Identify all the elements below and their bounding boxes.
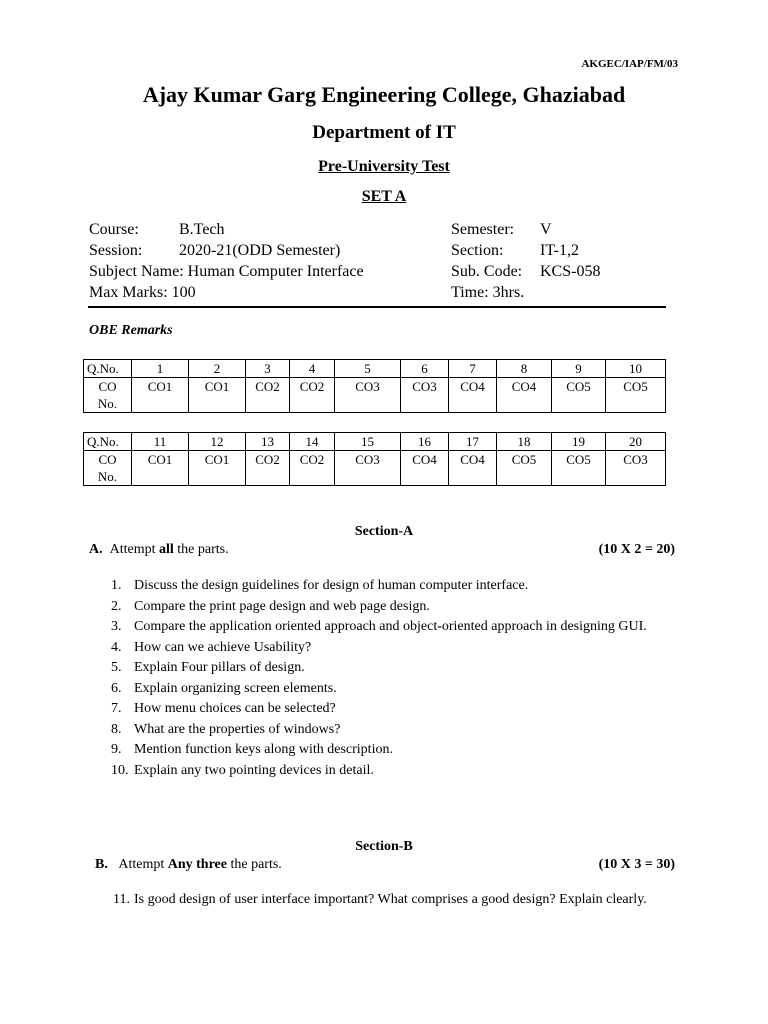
co-label-line1: CO: [98, 452, 117, 467]
co-cell: CO5: [552, 378, 606, 413]
subcode-value: KCS-058: [540, 263, 601, 280]
section-a-instr-pre: Attempt: [109, 542, 160, 557]
co-label-line2: No.: [97, 396, 118, 411]
qno-cell: 19: [552, 433, 606, 451]
section-label: Section:: [451, 242, 504, 259]
section-a-question-list: [111, 576, 678, 781]
question-text: Explain Four pillars of design.: [134, 660, 305, 675]
qno-cell: 15: [335, 433, 401, 451]
question-item: [111, 576, 678, 597]
question-text: Explain any two pointing devices in detail.: [134, 762, 374, 778]
co-cell: CO1: [189, 378, 246, 413]
co-cell: CO5: [606, 378, 666, 413]
co-row: [84, 378, 666, 413]
qno-cell: 10: [606, 360, 666, 378]
qno-label: Q.No.: [84, 433, 132, 451]
question-number: 6.: [111, 680, 122, 696]
qno-cell: 20: [606, 433, 666, 451]
question-item: [111, 761, 678, 782]
section-b-instr-post: the parts.: [226, 857, 282, 872]
qno-cell: 9: [552, 360, 606, 378]
co-cell: CO2: [246, 378, 290, 413]
obe-table-1: [83, 359, 666, 413]
co-cell: CO4: [401, 451, 449, 486]
section-b-instruction: [95, 857, 282, 873]
time: Time: 3hrs.: [451, 284, 525, 301]
max-marks: Max Marks: 100: [89, 284, 196, 301]
question-text: Is good design of user interface important? What comprises a good design? Explain clearly.: [134, 892, 647, 907]
qno-cell: 3: [246, 360, 290, 378]
qno-cell: 16: [401, 433, 449, 451]
college-title: Ajay Kumar Garg Engineering College, Ghaziabad: [142, 82, 626, 107]
question-number: 3.: [111, 619, 122, 634]
qno-row: [84, 360, 666, 378]
qno-cell: 13: [246, 433, 290, 451]
document-code: AKGEC/IAP/FM/03: [581, 58, 678, 70]
question-number: 11.: [113, 892, 130, 907]
question-number: 7.: [111, 701, 122, 716]
obe-remarks-title: OBE Remarks: [89, 323, 173, 338]
question-item: [111, 638, 678, 659]
section-a-instr-bold: all: [159, 542, 174, 557]
section-b-letter: B.: [95, 857, 108, 872]
question-number: 10.: [111, 762, 129, 778]
subject-name: Subject Name: Human Computer Interface: [89, 263, 364, 280]
question-number: 8.: [111, 721, 122, 737]
co-cell: CO1: [189, 451, 246, 486]
section-b-heading: Section-B: [355, 839, 413, 854]
semester-value: V: [540, 221, 552, 238]
co-cell: CO1: [132, 378, 189, 413]
co-cell: CO4: [449, 451, 497, 486]
co-cell: CO1: [132, 451, 189, 486]
co-cell: CO4: [449, 378, 497, 413]
section-b-instr-bold: Any three: [167, 857, 227, 872]
co-cell: CO3: [401, 378, 449, 413]
qno-row: [84, 433, 666, 451]
course-label: Course:: [89, 221, 139, 238]
header-divider: [88, 306, 666, 308]
test-title: Pre-University Test: [318, 158, 450, 175]
question-item: [111, 699, 678, 720]
question-text: Explain organizing screen elements.: [134, 680, 337, 696]
co-cell: CO2: [290, 451, 335, 486]
qno-cell: 2: [189, 360, 246, 378]
semester-label: Semester:: [451, 221, 515, 238]
section-a-letter: A.: [89, 542, 103, 557]
question-text: What are the properties of windows?: [134, 721, 341, 737]
session-value: 2020-21(ODD Semester): [179, 242, 341, 259]
question-item: [111, 720, 678, 741]
question-item: [111, 617, 678, 638]
question-number: 2.: [111, 598, 122, 614]
question-text: Mention function keys along with description.: [134, 742, 393, 757]
question-text: How menu choices can be selected?: [134, 701, 336, 716]
question-item: [111, 740, 678, 761]
co-cell: CO5: [497, 451, 552, 486]
qno-cell: 17: [449, 433, 497, 451]
qno-label: Q.No.: [84, 360, 132, 378]
section-value: IT-1,2: [540, 242, 579, 259]
qno-cell: 8: [497, 360, 552, 378]
qno-cell: 5: [335, 360, 401, 378]
qno-cell: 11: [132, 433, 189, 451]
section-b-instr-pre: Attempt: [118, 857, 168, 872]
co-row: [84, 451, 666, 486]
co-cell: CO3: [606, 451, 666, 486]
course-info-left: [89, 219, 364, 303]
course-info-right: [451, 219, 600, 303]
co-label: [84, 451, 132, 486]
qno-cell: 14: [290, 433, 335, 451]
set-label: SET A: [361, 188, 407, 205]
question-item: [111, 679, 678, 700]
question-number: 1.: [111, 578, 122, 593]
co-cell: CO3: [335, 451, 401, 486]
section-a-marks: (10 X 2 = 20): [598, 542, 675, 557]
question-item: [111, 658, 678, 679]
co-label: [84, 378, 132, 413]
co-cell: CO2: [290, 378, 335, 413]
department-title: Department of IT: [312, 122, 456, 143]
question-number: 9.: [111, 742, 122, 757]
question-text: Compare the application oriented approach and object-oriented approach in designing GUI.: [134, 619, 647, 634]
section-a-instruction: [89, 542, 229, 558]
co-label-line1: CO: [98, 379, 117, 394]
section-b-question-list: [113, 890, 678, 911]
section-b-marks: (10 X 3 = 30): [598, 857, 675, 872]
section-a-instr-post: the parts.: [173, 542, 229, 557]
qno-cell: 1: [132, 360, 189, 378]
question-item: [111, 597, 678, 618]
question-item: [113, 890, 678, 911]
qno-cell: 18: [497, 433, 552, 451]
co-cell: CO4: [497, 378, 552, 413]
question-text: Discuss the design guidelines for design of human computer interface.: [134, 578, 529, 593]
session-label: Session:: [89, 242, 143, 259]
qno-cell: 4: [290, 360, 335, 378]
question-text: How can we achieve Usability?: [134, 639, 312, 655]
section-a-heading: Section-A: [354, 524, 414, 539]
co-cell: CO2: [246, 451, 290, 486]
subcode-label: Sub. Code:: [451, 263, 523, 280]
question-number: 4.: [111, 639, 122, 655]
qno-cell: 7: [449, 360, 497, 378]
course-value: B.Tech: [179, 221, 225, 238]
co-cell: CO3: [335, 378, 401, 413]
qno-cell: 6: [401, 360, 449, 378]
obe-table-2: [83, 432, 666, 486]
question-number: 5.: [111, 660, 122, 675]
qno-cell: 12: [189, 433, 246, 451]
co-label-line2: No.: [97, 469, 118, 484]
co-cell: CO5: [552, 451, 606, 486]
question-text: Compare the print page design and web page design.: [134, 598, 430, 614]
